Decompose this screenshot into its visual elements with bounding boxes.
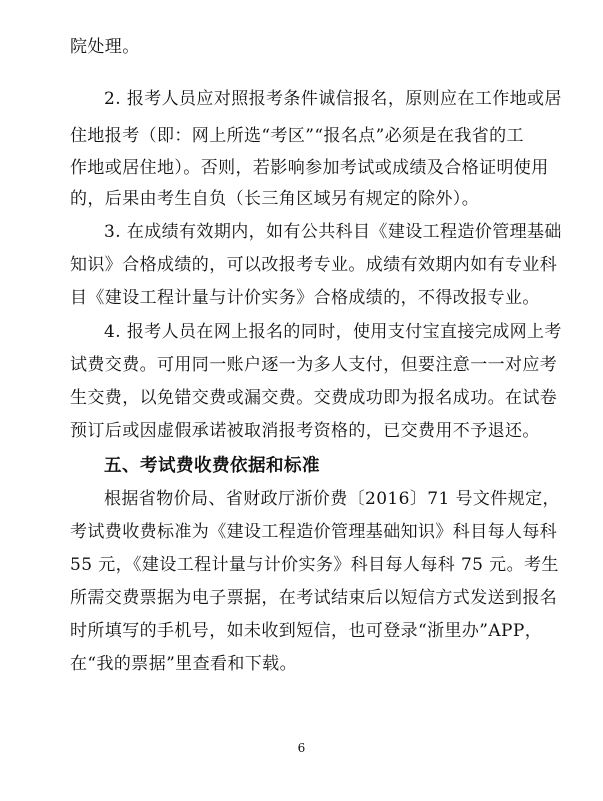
- paragraph-line: 时所填写的手机号，如未收到短信，也可登录“浙里办”APP，: [70, 621, 543, 641]
- paragraph-line: 预订后或因虚假承诺被取消报考资格的，已交费用不予退还。: [70, 421, 540, 441]
- paragraph-line: 根据省物价局、省财政厅浙价费〔2016〕71 号文件规定，: [104, 489, 560, 509]
- paragraph-line: 考试费收费标准为《建设工程造价管理基础知识》科目每人每科: [70, 522, 558, 542]
- paragraph-line: 院处理。: [70, 37, 140, 57]
- paragraph-line: 4. 报考人员在网上报名的同时，使用支付宝直接完成网上考: [104, 322, 562, 342]
- paragraph-line: 生交费，以免错交费或漏交费。交费成功即为报名成功。在试卷: [70, 388, 558, 408]
- paragraph-line: 2. 报考人员应对照报考条件诚信报名，原则应在工作地或居: [104, 89, 562, 109]
- paragraph-line: 55 元，《建设工程计量与计价实务》科目每人每科 75 元。考生: [70, 555, 559, 575]
- paragraph-line: 3. 在成绩有效期内，如有公共科目《建设工程造价管理基础: [104, 222, 562, 242]
- section-heading: 五、考试费收费依据和标准: [104, 456, 320, 476]
- page-number: 6: [297, 741, 306, 755]
- paragraph-line: 在“我的票据”里查看和下载。: [70, 654, 297, 674]
- paragraph-line: 作地或居住地）。否则，若影响参加考试或成绩及合格证明使用: [70, 158, 549, 178]
- paragraph-line: 所需交费票据为电子票据，在考试结束后以短信方式发送到报名: [70, 588, 558, 608]
- paragraph-line: 的，后果由考生自负（长三角区域另有规定的除外）。: [70, 189, 480, 209]
- paragraph-line: 知识》合格成绩的，可以改报考专业。成绩有效期内如有专业科: [70, 255, 558, 275]
- paragraph-line: 住地报考（即：网上所选“考区”“报名点”必须是在我省的工: [70, 126, 524, 146]
- paragraph-line: 试费交费。可用同一账户逐一为多人支付，但要注意一一对应考: [70, 355, 558, 375]
- paragraph-line: 目《建设工程计量与计价实务》合格成绩的，不得改报专业。: [70, 288, 540, 308]
